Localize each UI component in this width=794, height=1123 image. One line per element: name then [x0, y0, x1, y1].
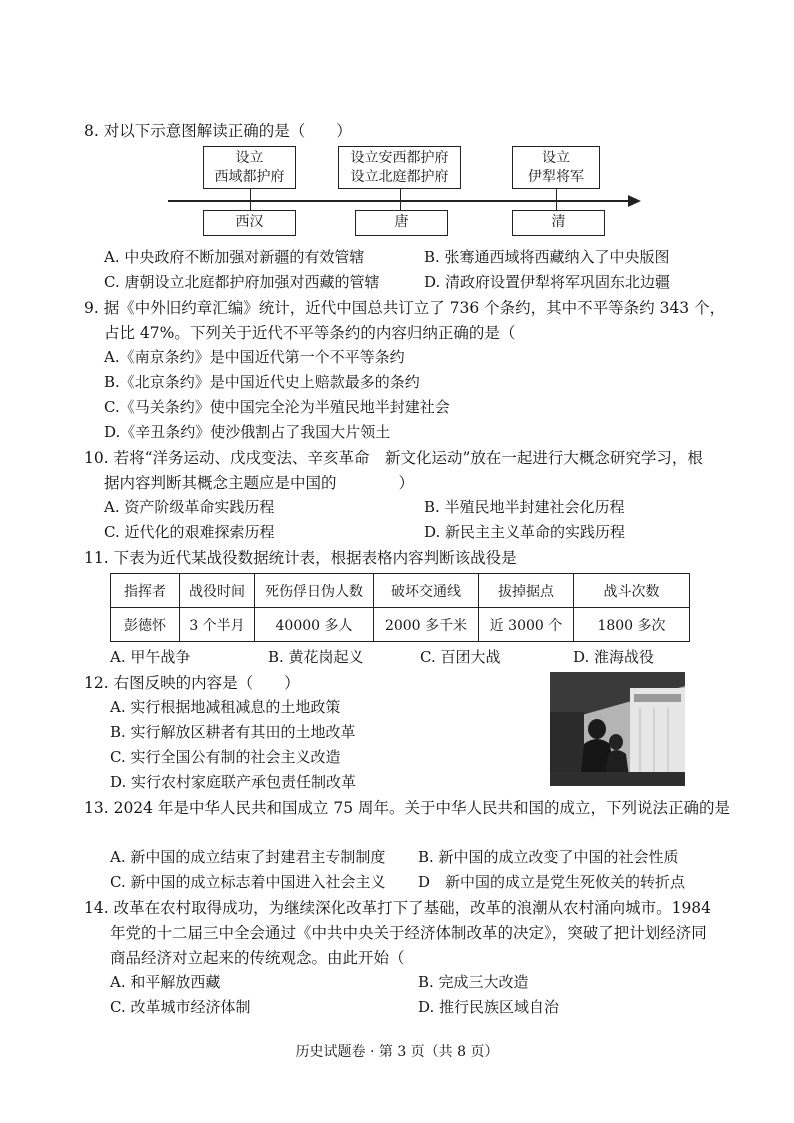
q14-stem-line1: 14. 改革在农村取得成功，为继续深化改革打下了基础，改革的浪潮从农村涌向城市。1984 — [84, 899, 712, 917]
table-cell: 40000 多人 — [255, 608, 374, 642]
q8-box-yili — [512, 146, 600, 189]
table-row — [111, 608, 690, 642]
q8-box2-line2: 设立北庭都护府 — [350, 169, 449, 185]
table-cell: 彭德怀 — [111, 608, 180, 642]
q14-stem-line3: 商品经济对立起来的传统观念。由此开始（ — [110, 949, 405, 967]
table-cell: 2000 多千米 — [374, 608, 479, 642]
q14-option-b[interactable]: B. 完成三大改造 — [418, 973, 529, 991]
q8-era-xihan: 西汉 — [203, 210, 296, 236]
q8-timeline-axis — [168, 200, 630, 202]
q8-option-b[interactable]: B. 张骞通西域将西藏纳入了中央版图 — [424, 248, 670, 266]
q8-box1-line1: 设立 — [235, 150, 264, 166]
q8-option-c[interactable]: C. 唐朝设立北庭都护府加强对西藏的管辖 — [104, 273, 380, 291]
q8-box-western-regions — [203, 146, 296, 189]
q10-stem-line2: 据内容判断其概念主题应是中国的 ） — [104, 474, 415, 492]
q10-option-b[interactable]: B. 半殖民地半封建社会化历程 — [424, 498, 625, 516]
q10-stem-line1: 10. 若将“洋务运动、戊戌变法、辛亥革命 新文化运动”放在一起进行大概念研究学习，根 — [84, 449, 703, 467]
q8-box2-line1: 设立安西都护府 — [350, 150, 449, 166]
q13-stem: 13. 2024 年是中华人民共和国成立 75 周年。关于中华人民共和国的成立，下列说法正确的是 — [84, 799, 731, 817]
q11-option-b[interactable]: B. 黄花岗起义 — [268, 648, 364, 666]
q9-stem-line2: 占比 47%。下列关于近代不平等条约的内容归纳正确的是（ — [104, 324, 516, 342]
q8-box-anxi-beiting — [338, 146, 461, 189]
q12-option-c[interactable]: C. 实行全国公有制的社会主义改造 — [110, 748, 341, 766]
table-header-row — [111, 574, 690, 608]
q13-option-c[interactable]: C. 新中国的成立标志着中国进入社会主义 — [110, 873, 386, 891]
table-cell: 1800 多次 — [574, 608, 690, 642]
table-cell: 近 3000 个 — [479, 608, 574, 642]
q8-box3-line1: 设立 — [542, 150, 570, 166]
q8-option-a[interactable]: A. 中央政府不断加强对新疆的有效管辖 — [104, 248, 365, 266]
q8-stem: 8. 对以下示意图解读正确的是（ ） — [84, 122, 352, 140]
table-header-cell: 破坏交通线 — [374, 574, 479, 608]
q11-battle-table — [110, 573, 690, 642]
q10-option-c[interactable]: C. 近代化的艰难探索历程 — [104, 523, 275, 541]
q11-option-a[interactable]: A. 甲午战争 — [110, 648, 191, 666]
q9-option-b[interactable]: B.《北京条约》是中国近代史上赔款最多的条约 — [104, 373, 420, 391]
q13-option-d[interactable]: D 新中国的成立是党生死攸关的转折点 — [418, 873, 686, 891]
table-header-cell: 死伤俘日伪人数 — [255, 574, 374, 608]
table-cell: 3 个半月 — [180, 608, 255, 642]
q14-option-d[interactable]: D. 推行民族区域自治 — [418, 998, 560, 1016]
q8-box1-line2: 西域都护府 — [214, 169, 285, 185]
q8-era-tang: 唐 — [355, 210, 448, 236]
table-header-cell: 拔掉据点 — [479, 574, 574, 608]
q9-stem-line1: 9. 据《中外旧约章汇编》统计，近代中国总共订立了 736 个条约，其中不平等条约 343 个， — [84, 299, 726, 317]
q9-option-c[interactable]: C.《马关条约》使中国完全沦为半殖民地半封建社会 — [104, 398, 450, 416]
q14-option-a[interactable]: A. 和平解放西藏 — [110, 973, 221, 991]
table-header-cell: 战役时间 — [180, 574, 255, 608]
q13-option-b[interactable]: B. 新中国的成立改变了中国的社会性质 — [418, 848, 679, 866]
q9-option-a[interactable]: A.《南京条约》是中国近代第一个不平等条约 — [104, 348, 405, 366]
page-footer: 历史试题卷 · 第 3 页（共 8 页） — [295, 1044, 499, 1060]
q8-timeline-arrow-icon — [628, 195, 641, 207]
q8-box3-line2: 伊犁将军 — [528, 169, 584, 185]
q8-option-d[interactable]: D. 清政府设置伊犁将军巩固东北边疆 — [424, 273, 671, 291]
q11-option-c[interactable]: C. 百团大战 — [420, 648, 501, 666]
q12-stem: 12. 右图反映的内容是（ ） — [84, 674, 300, 692]
table-header-cell: 指挥者 — [111, 574, 180, 608]
q12-historical-photo — [550, 672, 685, 786]
q10-option-d[interactable]: D. 新民主主义革命的实践历程 — [424, 523, 626, 541]
table-header-cell: 战斗次数 — [574, 574, 690, 608]
q12-option-a[interactable]: A. 实行根据地减租减息的土地政策 — [110, 698, 341, 716]
q8-era-qing: 清 — [512, 210, 605, 236]
q14-stem-line2: 年党的十二届三中全会通过《中共中央关于经济体制改革的决定》，突破了把计划经济同 — [110, 924, 707, 942]
q11-option-d[interactable]: D. 淮海战役 — [573, 648, 655, 666]
q9-option-d[interactable]: D.《辛丑条约》使沙俄割占了我国大片领土 — [104, 423, 391, 441]
q13-option-a[interactable]: A. 新中国的成立结束了封建君主专制制度 — [110, 848, 386, 866]
q14-option-c[interactable]: C. 改革城市经济体制 — [110, 998, 251, 1016]
q12-option-b[interactable]: B. 实行解放区耕者有其田的土地改革 — [110, 723, 356, 741]
q12-option-d[interactable]: D. 实行农村家庭联产承包责任制改革 — [110, 773, 357, 791]
q11-stem: 11. 下表为近代某战役数据统计表，根据表格内容判断该战役是 — [84, 549, 517, 567]
q10-option-a[interactable]: A. 资产阶级革命实践历程 — [104, 498, 275, 516]
